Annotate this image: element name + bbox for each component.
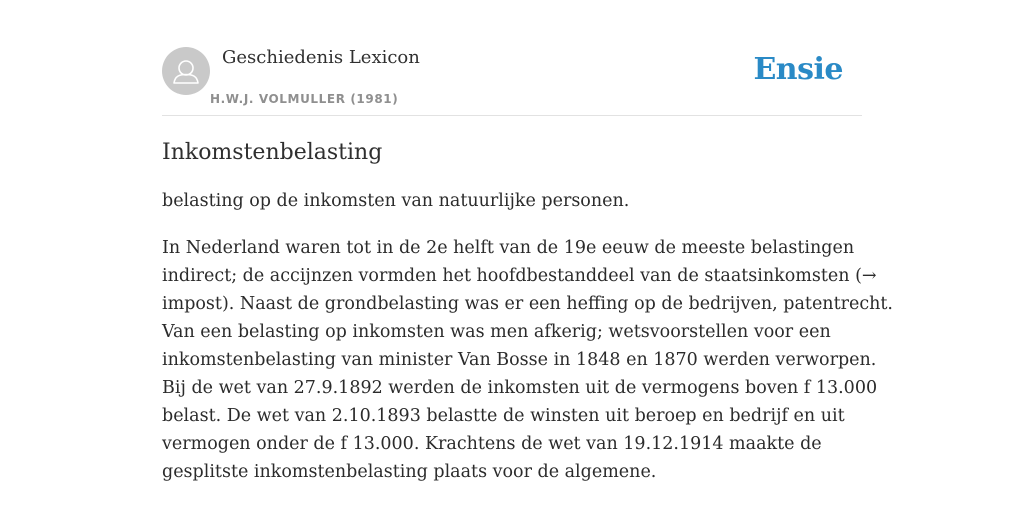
body-line: impost). Naast de grondbelasting was er een heffing op de bedrijven, patentrecht. <box>162 294 893 314</box>
body-line: Van een belasting op inkomsten was men afkerig; wetsvoorstellen voor een <box>162 322 831 342</box>
lexicon-title[interactable]: Geschiedenis Lexicon <box>222 47 420 68</box>
article-body <box>162 234 893 486</box>
user-icon <box>162 47 210 95</box>
article <box>162 136 893 486</box>
body-line: belast. De wet van 2.10.1893 belastte de winsten uit beroep en bedrijf en uit <box>162 406 845 426</box>
author-avatar[interactable] <box>162 47 210 95</box>
body-line: gesplitste inkomstenbelasting plaats voor de algemene. <box>162 462 657 482</box>
body-line: Bij de wet van 27.9.1892 werden de inkomsten uit de vermogens boven f 13.000 <box>162 378 878 398</box>
article-definition: belasting op de inkomsten van natuurlijke personen. <box>162 191 630 211</box>
article-title: Inkomstenbelasting <box>162 140 383 165</box>
author-label[interactable]: H.W.J. VOLMULLER (1981) <box>210 92 399 106</box>
header <box>162 46 862 116</box>
body-line: In Nederland waren tot in de 2e helft van de 19e eeuw de meeste belastingen <box>162 238 855 258</box>
body-line: inkomstenbelasting van minister Van Bosse in 1848 en 1870 werden verworpen. <box>162 350 877 370</box>
body-line: vermogen onder de f 13.000. Krachtens de wet van 19.12.1914 maakte de <box>162 434 822 454</box>
body-line: indirect; de accijnzen vormden het hoofdbestanddeel van de staatsinkomsten (→ <box>162 266 877 286</box>
ensie-logo[interactable]: Ensie <box>753 52 843 87</box>
